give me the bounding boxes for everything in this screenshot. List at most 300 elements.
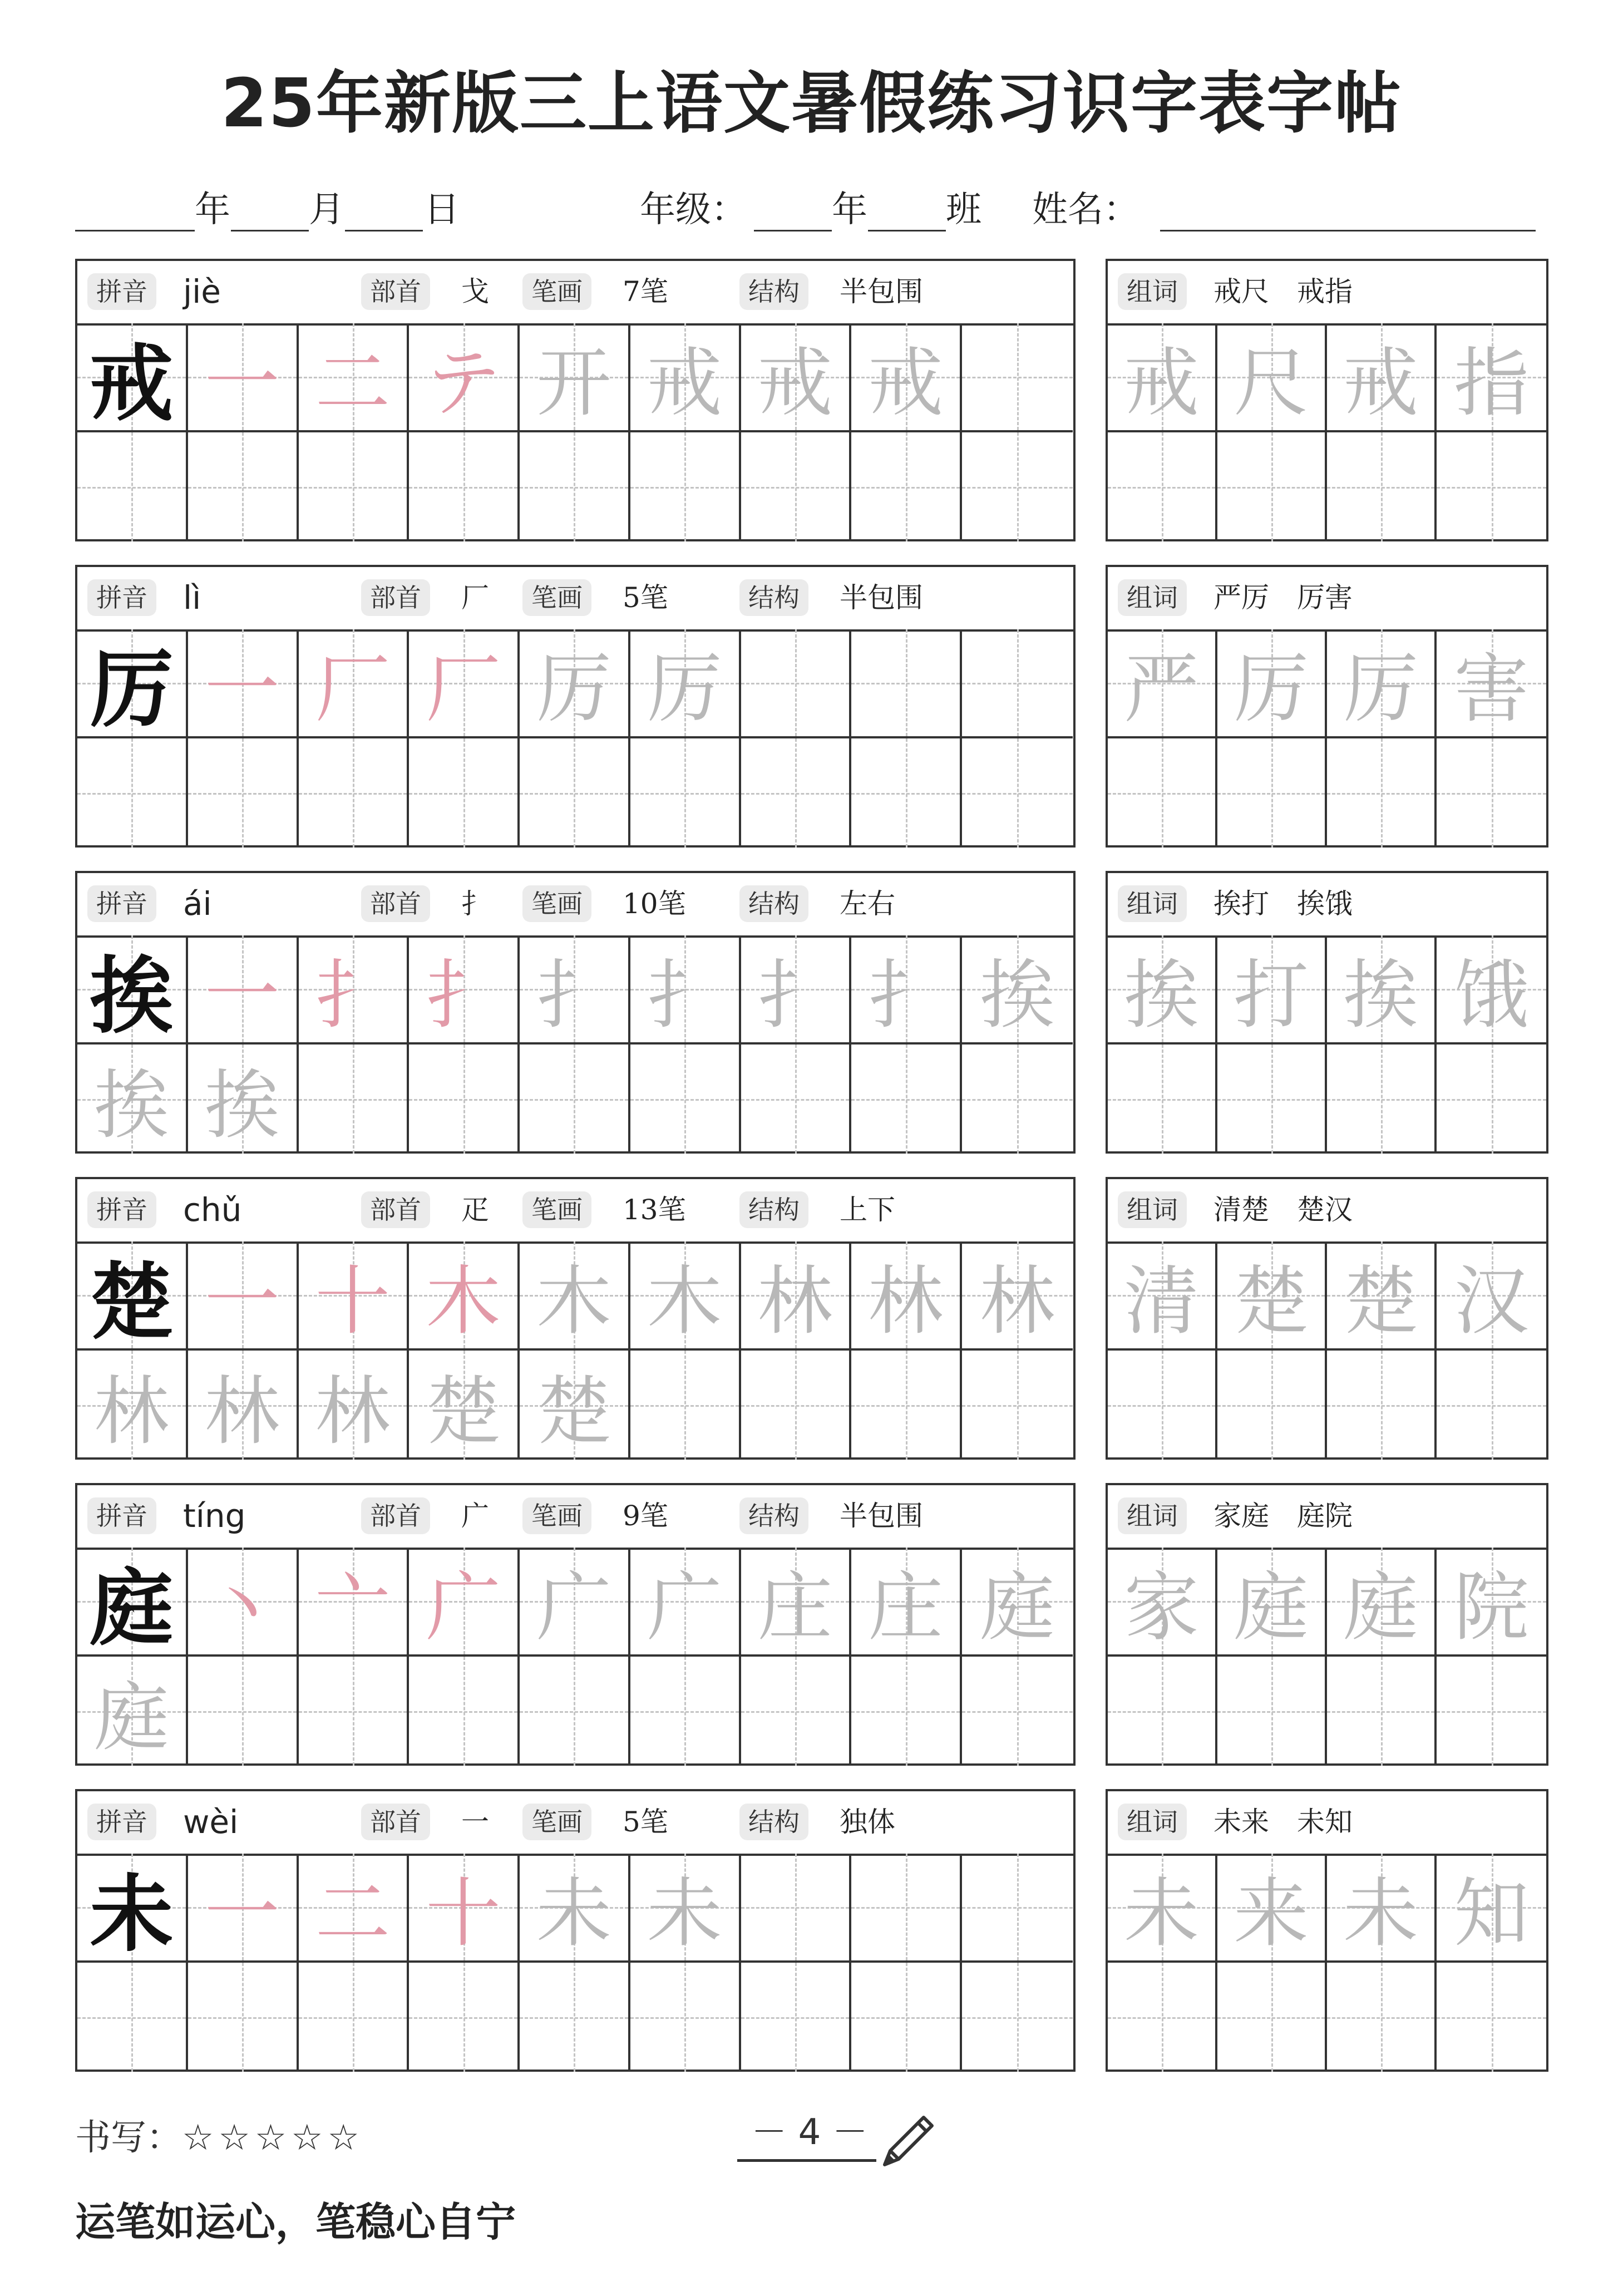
word-cell[interactable] bbox=[1217, 1044, 1327, 1154]
practice-cell[interactable] bbox=[299, 1854, 410, 1963]
radical-label: 部首 bbox=[361, 1497, 430, 1534]
practice-cell[interactable] bbox=[962, 1044, 1073, 1154]
word-cell[interactable] bbox=[1108, 432, 1217, 541]
practice-cell[interactable] bbox=[77, 1351, 188, 1460]
word-cell[interactable] bbox=[1108, 1351, 1217, 1460]
stroke-order-step: 戒 bbox=[868, 339, 944, 427]
word-cell[interactable] bbox=[1108, 629, 1217, 738]
word-cell[interactable] bbox=[1437, 1657, 1546, 1766]
practice-cell[interactable] bbox=[630, 1044, 741, 1154]
page-number: － 4 － bbox=[751, 2112, 868, 2153]
stroke-order-step: 林 bbox=[93, 1368, 169, 1455]
word-character: 指 bbox=[1454, 339, 1529, 427]
practice-cell[interactable] bbox=[851, 1044, 962, 1154]
practice-grid bbox=[77, 935, 1073, 1154]
practice-cell[interactable] bbox=[851, 432, 962, 541]
motto: 运笔如运心，笔稳心自宁 bbox=[75, 2199, 516, 2245]
word-cell[interactable] bbox=[1217, 629, 1327, 738]
card-header bbox=[77, 873, 1073, 938]
practice-cell[interactable] bbox=[630, 629, 741, 738]
words-grid bbox=[1108, 935, 1546, 1154]
radical-value: 广 bbox=[461, 1500, 489, 1532]
stroke-order-step: 木 bbox=[426, 1258, 501, 1345]
practice-cell[interactable] bbox=[299, 1548, 410, 1657]
word-character: 家 bbox=[1124, 1564, 1199, 1651]
practice-cell[interactable] bbox=[851, 629, 962, 738]
practice-cell[interactable] bbox=[520, 1351, 630, 1460]
practice-cell[interactable] bbox=[409, 629, 520, 738]
practice-cell[interactable] bbox=[630, 1351, 741, 1460]
word-cell[interactable] bbox=[1437, 1241, 1546, 1351]
char-card bbox=[75, 1483, 1076, 1766]
structure-label: 结构 bbox=[739, 1497, 808, 1534]
strokes-label: 笔画 bbox=[522, 885, 591, 922]
word-cell[interactable] bbox=[1327, 738, 1437, 848]
practice-cell[interactable] bbox=[520, 1657, 630, 1766]
word-character: 戒 bbox=[1343, 339, 1418, 427]
practice-cell[interactable] bbox=[409, 323, 520, 432]
radical-label: 部首 bbox=[361, 579, 430, 616]
practice-cell[interactable] bbox=[741, 1854, 852, 1963]
practice-cell[interactable] bbox=[962, 1963, 1073, 2072]
practice-cell[interactable] bbox=[520, 1241, 630, 1351]
practice-cell[interactable] bbox=[520, 1854, 630, 1963]
word-cell[interactable] bbox=[1437, 1044, 1546, 1154]
practice-cell[interactable] bbox=[962, 1854, 1073, 1963]
practice-cell[interactable] bbox=[520, 1963, 630, 2072]
practice-cell[interactable] bbox=[77, 1657, 188, 1766]
main-character: 庭 bbox=[90, 1559, 174, 1657]
pinyin-value: lì bbox=[183, 579, 201, 617]
practice-cell[interactable] bbox=[77, 1241, 188, 1351]
structure-label: 结构 bbox=[739, 273, 808, 310]
practice-cell[interactable] bbox=[188, 935, 299, 1044]
strokes-label: 笔画 bbox=[522, 579, 591, 616]
words-header bbox=[1108, 567, 1546, 632]
word-cell[interactable] bbox=[1437, 432, 1546, 541]
practice-cell[interactable] bbox=[77, 738, 188, 848]
stroke-order-step: 戒 bbox=[757, 339, 833, 427]
word-character: 打 bbox=[1234, 952, 1309, 1039]
strokes-label: 笔画 bbox=[522, 1804, 591, 1840]
stroke-order-step: 二 bbox=[315, 339, 391, 427]
main-character: 未 bbox=[90, 1865, 174, 1963]
practice-cell[interactable] bbox=[409, 1548, 520, 1657]
stroke-order-step: テ bbox=[426, 339, 501, 427]
radical-label: 部首 bbox=[361, 273, 430, 310]
stroke-order-step: 挨 bbox=[93, 1062, 169, 1149]
practice-cell[interactable] bbox=[188, 1241, 299, 1351]
practice-cell[interactable] bbox=[409, 1241, 520, 1351]
structure-label: 结构 bbox=[739, 1804, 808, 1840]
strokes-label: 笔画 bbox=[522, 1191, 591, 1228]
word-cell[interactable] bbox=[1108, 1548, 1217, 1657]
strokes-value: 5笔 bbox=[623, 582, 668, 614]
practice-cell[interactable] bbox=[188, 1657, 299, 1766]
practice-cell[interactable] bbox=[741, 323, 852, 432]
word-character: 尺 bbox=[1234, 339, 1309, 427]
words-card bbox=[1106, 1483, 1548, 1766]
practice-cell[interactable] bbox=[630, 1657, 741, 1766]
practice-cell[interactable] bbox=[962, 1657, 1073, 1766]
words-grid bbox=[1108, 1854, 1546, 2072]
practice-cell[interactable] bbox=[77, 323, 188, 432]
practice-cell[interactable] bbox=[851, 738, 962, 848]
card-header bbox=[77, 1485, 1073, 1550]
practice-cell[interactable] bbox=[630, 323, 741, 432]
practice-cell[interactable] bbox=[630, 738, 741, 848]
page-title: 25年新版三上语文暑假练习识字表字帖 bbox=[221, 65, 1402, 142]
practice-grid bbox=[77, 1241, 1073, 1460]
practice-cell[interactable] bbox=[851, 1548, 962, 1657]
word-character: 楚 bbox=[1234, 1258, 1309, 1345]
grade-class-label: 班 bbox=[946, 189, 981, 230]
practice-cell[interactable] bbox=[520, 1044, 630, 1154]
practice-cell[interactable] bbox=[188, 1351, 299, 1460]
year-blank[interactable] bbox=[75, 230, 195, 231]
word-cell[interactable] bbox=[1327, 935, 1437, 1044]
practice-cell[interactable] bbox=[962, 1241, 1073, 1351]
stroke-order-step: 一 bbox=[204, 952, 280, 1039]
words-grid bbox=[1108, 323, 1546, 541]
practice-cell[interactable] bbox=[299, 1044, 410, 1154]
practice-cell[interactable] bbox=[188, 738, 299, 848]
practice-cell[interactable] bbox=[962, 738, 1073, 848]
practice-cell[interactable] bbox=[77, 1044, 188, 1154]
practice-cell[interactable] bbox=[630, 1241, 741, 1351]
pinyin-value: chǔ bbox=[183, 1191, 242, 1229]
word-character: 未 bbox=[1124, 1870, 1199, 1957]
practice-cell[interactable] bbox=[409, 1854, 520, 1963]
word-cell[interactable] bbox=[1437, 1963, 1546, 2072]
word-cell[interactable] bbox=[1437, 323, 1546, 432]
practice-cell[interactable] bbox=[77, 1963, 188, 2072]
stroke-order-step: 庭 bbox=[93, 1674, 169, 1761]
practice-cell[interactable] bbox=[299, 432, 410, 541]
practice-cell[interactable] bbox=[741, 935, 852, 1044]
words-grid bbox=[1108, 1548, 1546, 1766]
practice-cell[interactable] bbox=[77, 1854, 188, 1963]
pinyin-label: 拼音 bbox=[87, 1804, 156, 1840]
pinyin-label: 拼音 bbox=[87, 579, 156, 616]
word-cell[interactable] bbox=[1108, 738, 1217, 848]
stroke-order-step: 戒 bbox=[647, 339, 722, 427]
practice-cell[interactable] bbox=[630, 1854, 741, 1963]
words-header bbox=[1108, 1791, 1546, 1856]
main-character: 挨 bbox=[90, 947, 174, 1045]
word-cell[interactable] bbox=[1217, 1854, 1327, 1963]
word-character: 院 bbox=[1454, 1564, 1529, 1651]
stroke-order-step: 扌 bbox=[315, 952, 391, 1039]
stroke-order-step: 扌 bbox=[426, 952, 501, 1039]
word-cell[interactable] bbox=[1327, 1044, 1437, 1154]
practice-cell[interactable] bbox=[520, 1548, 630, 1657]
stroke-order-step: 厉 bbox=[647, 646, 722, 733]
words-header bbox=[1108, 261, 1546, 326]
practice-cell[interactable] bbox=[409, 1657, 520, 1766]
practice-cell[interactable] bbox=[299, 935, 410, 1044]
star-rating[interactable]: ☆☆☆☆☆ bbox=[182, 2117, 364, 2159]
practice-cell[interactable] bbox=[188, 1548, 299, 1657]
word-character: 挨 bbox=[1343, 952, 1418, 1039]
stroke-order-step: 扌 bbox=[536, 952, 611, 1039]
strokes-value: 7笔 bbox=[623, 275, 668, 308]
words-card bbox=[1106, 1789, 1548, 2072]
stroke-order-step: 丶 bbox=[204, 1564, 280, 1651]
practice-cell[interactable] bbox=[409, 1044, 520, 1154]
practice-cell[interactable] bbox=[741, 432, 852, 541]
practice-cell[interactable] bbox=[851, 1351, 962, 1460]
pinyin-value: tíng bbox=[183, 1497, 246, 1535]
practice-cell[interactable] bbox=[299, 738, 410, 848]
practice-cell[interactable] bbox=[741, 738, 852, 848]
strokes-label: 笔画 bbox=[522, 273, 591, 310]
word-cell[interactable] bbox=[1327, 432, 1437, 541]
word-cell[interactable] bbox=[1327, 323, 1437, 432]
word-cell[interactable] bbox=[1327, 629, 1437, 738]
words-header bbox=[1108, 873, 1546, 938]
practice-cell[interactable] bbox=[630, 935, 741, 1044]
stroke-order-step: 广 bbox=[426, 1564, 501, 1651]
word-cell[interactable] bbox=[1217, 738, 1327, 848]
word-cell[interactable] bbox=[1108, 935, 1217, 1044]
day-blank[interactable] bbox=[345, 230, 423, 231]
word-character: 厉 bbox=[1234, 646, 1309, 733]
radical-value: 厂 bbox=[461, 582, 489, 614]
strokes-label: 笔画 bbox=[522, 1497, 591, 1534]
practice-cell[interactable] bbox=[409, 1963, 520, 2072]
practice-cell[interactable] bbox=[962, 432, 1073, 541]
words-value: 未来 未知 bbox=[1213, 1806, 1353, 1838]
words-label: 组词 bbox=[1118, 273, 1187, 310]
stroke-order-step: 亠 bbox=[315, 1564, 391, 1651]
pinyin-label: 拼音 bbox=[87, 885, 156, 922]
main-character: 戒 bbox=[90, 335, 174, 433]
practice-cell[interactable] bbox=[741, 1963, 852, 2072]
practice-cell[interactable] bbox=[851, 1963, 962, 2072]
practice-cell[interactable] bbox=[188, 323, 299, 432]
practice-cell[interactable] bbox=[299, 1241, 410, 1351]
words-value: 严厉 厉害 bbox=[1213, 582, 1353, 614]
word-cell[interactable] bbox=[1217, 432, 1327, 541]
practice-cell[interactable] bbox=[188, 1854, 299, 1963]
practice-cell[interactable] bbox=[962, 323, 1073, 432]
name-blank[interactable] bbox=[1160, 230, 1536, 231]
words-label: 组词 bbox=[1118, 885, 1187, 922]
word-character: 清 bbox=[1124, 1258, 1199, 1345]
stroke-order-step: 十 bbox=[426, 1870, 501, 1957]
practice-cell[interactable] bbox=[520, 432, 630, 541]
word-character: 饿 bbox=[1454, 952, 1529, 1039]
practice-cell[interactable] bbox=[299, 629, 410, 738]
practice-cell[interactable] bbox=[520, 738, 630, 848]
practice-cell[interactable] bbox=[741, 1044, 852, 1154]
main-character: 楚 bbox=[90, 1253, 174, 1351]
year-label: 年 bbox=[195, 189, 230, 230]
practice-cell[interactable] bbox=[851, 323, 962, 432]
stroke-order-step: 林 bbox=[204, 1368, 280, 1455]
words-grid bbox=[1108, 629, 1546, 848]
words-card bbox=[1106, 565, 1548, 848]
radical-label: 部首 bbox=[361, 885, 430, 922]
word-cell[interactable] bbox=[1217, 1657, 1327, 1766]
stroke-order-step: 楚 bbox=[426, 1368, 501, 1455]
word-cell[interactable] bbox=[1437, 1548, 1546, 1657]
word-cell[interactable] bbox=[1108, 323, 1217, 432]
practice-grid bbox=[77, 1548, 1073, 1766]
stroke-order-step: 扌 bbox=[868, 952, 944, 1039]
stroke-order-step: 广 bbox=[536, 1564, 611, 1651]
practice-cell[interactable] bbox=[409, 738, 520, 848]
word-cell[interactable] bbox=[1437, 629, 1546, 738]
structure-value: 半包围 bbox=[840, 275, 923, 308]
words-card bbox=[1106, 259, 1548, 541]
word-cell[interactable] bbox=[1217, 1548, 1327, 1657]
practice-cell[interactable] bbox=[962, 1548, 1073, 1657]
practice-cell[interactable] bbox=[520, 323, 630, 432]
practice-cell[interactable] bbox=[188, 1963, 299, 2072]
word-cell[interactable] bbox=[1327, 1548, 1437, 1657]
structure-value: 独体 bbox=[840, 1806, 895, 1838]
practice-cell[interactable] bbox=[77, 432, 188, 541]
practice-cell[interactable] bbox=[851, 1854, 962, 1963]
words-value: 挨打 挨饿 bbox=[1213, 888, 1353, 920]
practice-cell[interactable] bbox=[299, 323, 410, 432]
practice-cell[interactable] bbox=[188, 432, 299, 541]
stroke-order-step: 广 bbox=[647, 1564, 722, 1651]
practice-cell[interactable] bbox=[409, 432, 520, 541]
words-header bbox=[1108, 1179, 1546, 1244]
card-header bbox=[77, 1179, 1073, 1244]
char-card bbox=[75, 259, 1076, 541]
practice-cell[interactable] bbox=[851, 935, 962, 1044]
stroke-order-step: 厂 bbox=[315, 646, 391, 733]
practice-cell[interactable] bbox=[299, 1351, 410, 1460]
word-cell[interactable] bbox=[1217, 935, 1327, 1044]
strokes-value: 10笔 bbox=[623, 888, 686, 920]
stroke-order-step: 林 bbox=[315, 1368, 391, 1455]
words-label: 组词 bbox=[1118, 1804, 1187, 1840]
word-cell[interactable] bbox=[1108, 1044, 1217, 1154]
practice-cell[interactable] bbox=[741, 1351, 852, 1460]
structure-value: 半包围 bbox=[840, 582, 923, 614]
practice-cell[interactable] bbox=[741, 629, 852, 738]
practice-cell[interactable] bbox=[630, 1548, 741, 1657]
day-label: 日 bbox=[424, 189, 460, 230]
word-cell[interactable] bbox=[1217, 1241, 1327, 1351]
word-cell[interactable] bbox=[1437, 1351, 1546, 1460]
practice-cell[interactable] bbox=[77, 629, 188, 738]
practice-cell[interactable] bbox=[188, 629, 299, 738]
stroke-order-step: 一 bbox=[204, 1258, 280, 1345]
words-grid bbox=[1108, 1241, 1546, 1460]
stroke-order-step: 庄 bbox=[868, 1564, 944, 1651]
practice-cell[interactable] bbox=[520, 935, 630, 1044]
month-blank[interactable] bbox=[231, 230, 309, 231]
practice-cell[interactable] bbox=[741, 1548, 852, 1657]
stroke-order-step: 扌 bbox=[647, 952, 722, 1039]
word-cell[interactable] bbox=[1327, 1351, 1437, 1460]
practice-cell[interactable] bbox=[630, 432, 741, 541]
structure-label: 结构 bbox=[739, 579, 808, 616]
practice-cell[interactable] bbox=[188, 1044, 299, 1154]
practice-cell[interactable] bbox=[299, 1963, 410, 2072]
char-card bbox=[75, 565, 1076, 848]
practice-grid bbox=[77, 323, 1073, 541]
stroke-order-step: 庭 bbox=[979, 1564, 1055, 1651]
practice-cell[interactable] bbox=[741, 1241, 852, 1351]
words-label: 组词 bbox=[1118, 1497, 1187, 1534]
practice-cell[interactable] bbox=[851, 1657, 962, 1766]
word-cell[interactable] bbox=[1108, 1241, 1217, 1351]
writing-label: 书写： bbox=[75, 2117, 182, 2159]
grade-year-blank[interactable] bbox=[754, 230, 832, 231]
pinyin-label: 拼音 bbox=[87, 1191, 156, 1228]
grade-class-blank[interactable] bbox=[868, 230, 946, 231]
word-cell[interactable] bbox=[1108, 1854, 1217, 1963]
stroke-order-step: 一 bbox=[204, 646, 280, 733]
char-card bbox=[75, 871, 1076, 1154]
pinyin-value: ái bbox=[183, 885, 212, 923]
stroke-order-step: 一 bbox=[204, 1870, 280, 1957]
practice-cell[interactable] bbox=[77, 1548, 188, 1657]
pinyin-value: wèi bbox=[183, 1803, 239, 1841]
word-cell[interactable] bbox=[1437, 738, 1546, 848]
word-cell[interactable] bbox=[1437, 935, 1546, 1044]
stroke-order-step: 林 bbox=[868, 1258, 944, 1345]
practice-cell[interactable] bbox=[741, 1657, 852, 1766]
practice-cell[interactable] bbox=[520, 629, 630, 738]
word-cell[interactable] bbox=[1108, 1657, 1217, 1766]
structure-label: 结构 bbox=[739, 885, 808, 922]
practice-cell[interactable] bbox=[851, 1241, 962, 1351]
practice-cell[interactable] bbox=[77, 935, 188, 1044]
stroke-order-step: 木 bbox=[647, 1258, 722, 1345]
word-character: 厉 bbox=[1343, 646, 1418, 733]
practice-cell[interactable] bbox=[409, 935, 520, 1044]
structure-label: 结构 bbox=[739, 1191, 808, 1228]
word-cell[interactable] bbox=[1217, 1351, 1327, 1460]
words-label: 组词 bbox=[1118, 579, 1187, 616]
card-header bbox=[77, 261, 1073, 326]
word-character: 楚 bbox=[1343, 1258, 1418, 1345]
practice-cell[interactable] bbox=[962, 935, 1073, 1044]
word-cell[interactable] bbox=[1217, 323, 1327, 432]
main-character: 厉 bbox=[90, 641, 174, 739]
words-value: 家庭 庭院 bbox=[1213, 1500, 1353, 1532]
practice-cell[interactable] bbox=[630, 1963, 741, 2072]
stroke-order-step: 挨 bbox=[204, 1062, 280, 1149]
word-cell[interactable] bbox=[1327, 1854, 1437, 1963]
practice-cell[interactable] bbox=[299, 1657, 410, 1766]
practice-cell[interactable] bbox=[962, 1351, 1073, 1460]
radical-value: 戈 bbox=[461, 275, 489, 308]
practice-cell[interactable] bbox=[962, 629, 1073, 738]
word-cell[interactable] bbox=[1327, 1657, 1437, 1766]
word-cell[interactable] bbox=[1437, 1854, 1546, 1963]
stroke-order-step: 十 bbox=[315, 1258, 391, 1345]
name-label: 姓名： bbox=[1032, 189, 1139, 230]
word-cell[interactable] bbox=[1108, 1963, 1217, 2072]
word-cell[interactable] bbox=[1327, 1241, 1437, 1351]
word-cell[interactable] bbox=[1217, 1963, 1327, 2072]
practice-cell[interactable] bbox=[409, 1351, 520, 1460]
words-value: 戒尺 戒指 bbox=[1213, 275, 1353, 308]
word-character: 来 bbox=[1234, 1870, 1309, 1957]
card-header bbox=[77, 1791, 1073, 1856]
word-cell[interactable] bbox=[1327, 1963, 1437, 2072]
strokes-value: 5笔 bbox=[623, 1806, 668, 1838]
